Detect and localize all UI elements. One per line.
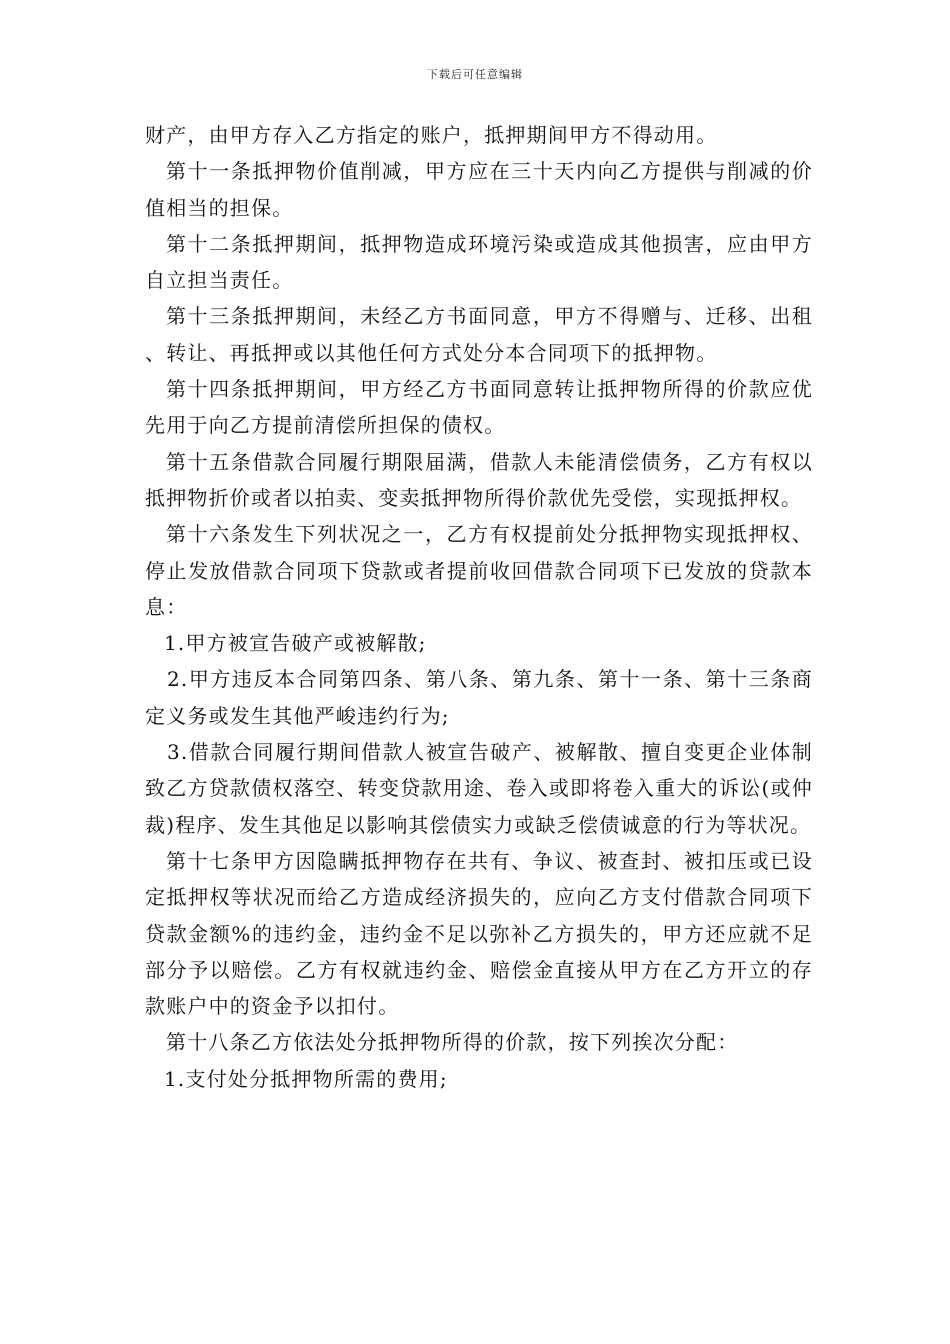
- list-item-16-2: 2.甲方违反本合同第四条、第八条、第九条、第十一条、第十三条商定义务或发生其他严峻违约行为;: [145, 667, 813, 728]
- list-item-18-1: 1.支付处分抵押物所需的费用;: [164, 1066, 448, 1091]
- paragraph-article-18: 第十八条乙方依法处分抵押物所得的价款，按下列挨次分配：: [166, 1030, 739, 1055]
- paragraph-article-12: 第十二条抵押期间，抵押物造成环境污染或造成其他损害，应由甲方自立担当责任。: [145, 231, 813, 293]
- paragraph-article-17: 第十七条甲方因隐瞒抵押物存在共有、争议、被查封、被扣压或已设定抵押权等状况而给乙方造成经济损失的，应向乙方支付借款合同项下贷款金额%的违约金，违约金不足以弥补乙方损失的，甲方还应就不足部分予以赔偿。乙方有权就违约金、赔偿金直接从甲方在乙方开立的存款账户中的资金予以扣付。: [145, 848, 813, 1019]
- paragraph-article-16: 第十六条发生下列状况之一，乙方有权提前处分抵押物实现抵押权、停止发放借款合同项下贷款或者提前收回借款合同项下已发放的贷款本息：: [145, 522, 813, 619]
- page-header: 下载后可任意编辑: [427, 68, 523, 81]
- list-item-16-1: 1.甲方被宣告破产或被解散;: [164, 631, 427, 656]
- list-item-16-3: 3.借款合同履行期间借款人被宣告破产、被解散、擅自变更企业体制致乙方贷款债权落空、转变贷款用途、卷入或即将卷入重大的诉讼(或仲裁)程序、发生其他足以影响其偿债实力或缺乏偿债诚意的行为等状况。: [145, 740, 813, 837]
- document-body: [145, 117, 813, 1097]
- paragraph-article-15: 第十五条借款合同履行期限届满，借款人未能清偿债务，乙方有权以抵押物折价或者以拍卖、变卖抵押物所得价款优先受偿，实现抵押权。: [145, 449, 813, 510]
- paragraph-article-13: 第十三条抵押期间，未经乙方书面同意，甲方不得赠与、迁移、出租、转让、再抵押或以其他任何方式处分本合同项下的抵押物。: [145, 304, 813, 365]
- paragraph-article-14: 第十四条抵押期间，甲方经乙方书面同意转让抵押物所得的价款应优先用于向乙方提前清偿所担保的债权。: [145, 377, 813, 438]
- paragraph-article-11: 第十一条抵押物价值削减，甲方应在三十天内向乙方提供与削减的价值相当的担保。: [145, 159, 813, 220]
- paragraph-property-deposit: 财产，由甲方存入乙方指定的账户，抵押期间甲方不得动用。: [145, 123, 718, 147]
